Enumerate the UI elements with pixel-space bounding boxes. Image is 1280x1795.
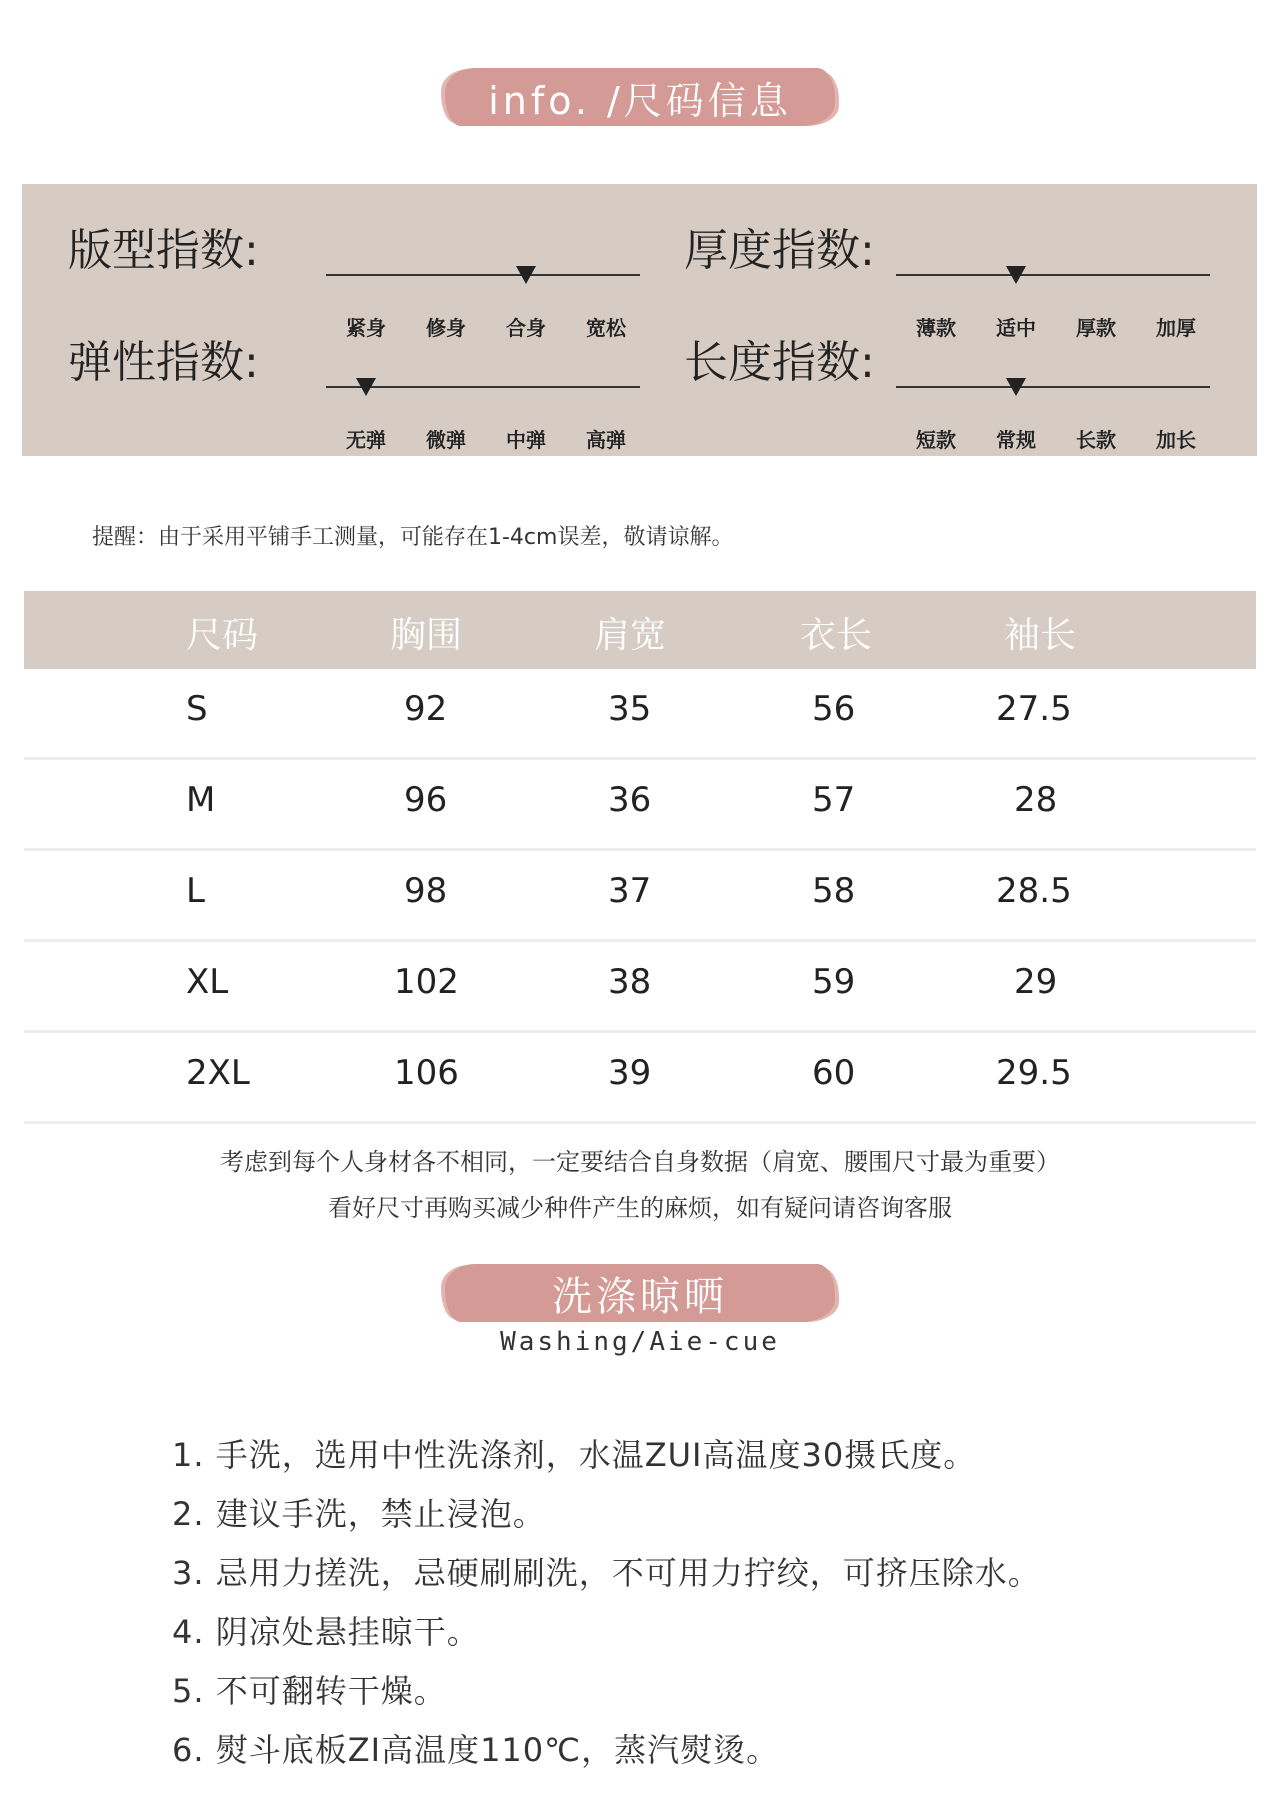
thickness-index: [684, 214, 1244, 340]
table-row: [24, 669, 1256, 760]
index-option: 长款: [1076, 428, 1116, 452]
washing-item: 5. 不可翻转干燥。: [172, 1672, 447, 1710]
cell-length: 58: [812, 871, 856, 911]
cell-length: 56: [812, 689, 856, 729]
info-title-banner: [445, 68, 835, 126]
cell-chest: 96: [404, 780, 448, 820]
index-option: 宽松: [586, 316, 626, 340]
elasticity-index: [68, 326, 628, 452]
cell-sleeve: 27.5: [996, 689, 1072, 729]
washing-item: 4. 阴凉处悬挂晾干。: [172, 1613, 480, 1651]
cell-sleeve: 28.5: [996, 871, 1072, 911]
index-option: 加厚: [1156, 316, 1196, 340]
cell-length: 59: [812, 962, 856, 1002]
index-scale-line: [326, 274, 640, 276]
index-option: 短款: [916, 428, 956, 452]
washing-item: 3. 忌用力搓洗，忌硬刷刷洗，不可用力拧绞，可挤压除水。: [172, 1554, 1041, 1592]
fit-index: [68, 214, 628, 340]
index-label: 弹性指数:: [68, 337, 259, 388]
info-title: info. /尺码信息: [488, 78, 792, 123]
index-option: 薄款: [916, 316, 956, 340]
header-sleeve: 袖长: [1004, 615, 1077, 656]
cell-sleeve: 29.5: [996, 1053, 1072, 1093]
cell-shoulder: 35: [608, 689, 652, 729]
washing-item: 1. 手洗，选用中性洗涤剂，水温ZUI高温度30摄氏度。: [172, 1436, 977, 1474]
cell-size: S: [186, 689, 208, 729]
cell-size: XL: [186, 962, 229, 1002]
cell-size: 2XL: [186, 1053, 250, 1093]
washing-item: 6. 熨斗底板ZI高温度110℃，蒸汽熨烫。: [172, 1731, 780, 1769]
index-option: 中弹: [506, 428, 546, 452]
table-row: [24, 851, 1256, 942]
index-option: 适中: [996, 316, 1036, 340]
index-marker: [516, 266, 536, 284]
cell-shoulder: 38: [608, 962, 652, 1002]
table-header: [24, 591, 1256, 669]
washing-title-banner: [445, 1264, 835, 1322]
index-label: 长度指数:: [684, 337, 875, 388]
cell-chest: 106: [394, 1053, 459, 1093]
cell-chest: 92: [404, 689, 448, 729]
index-scale-line: [896, 386, 1210, 388]
index-option: 厚款: [1076, 316, 1116, 340]
index-option: 常规: [996, 428, 1036, 452]
index-label: 厚度指数:: [684, 225, 875, 276]
index-marker: [1006, 266, 1026, 284]
cell-size: M: [186, 780, 216, 820]
index-option: 合身: [506, 316, 546, 340]
header-chest: 胸围: [390, 615, 463, 656]
index-label: 版型指数:: [68, 225, 259, 276]
index-option: 修身: [426, 316, 466, 340]
header-shoulder: 肩宽: [594, 615, 667, 656]
index-option: 加长: [1156, 428, 1196, 452]
cell-sleeve: 29: [1014, 962, 1058, 1002]
index-option: 紧身: [346, 316, 386, 340]
washing-title: 洗涤晾晒: [552, 1273, 728, 1320]
cell-sleeve: 28: [1014, 780, 1058, 820]
index-option: 微弹: [426, 428, 466, 452]
cell-chest: 102: [394, 962, 459, 1002]
index-scale-line: [896, 274, 1210, 276]
cell-length: 60: [812, 1053, 856, 1093]
size-note: 看好尺寸再购买减少种件产生的麻烦，如有疑问请咨询客服: [328, 1194, 952, 1222]
table-row: [24, 1033, 1256, 1124]
cell-shoulder: 39: [608, 1053, 652, 1093]
size-note: 考虑到每个人身材各不相同，一定要结合自身数据（肩宽、腰围尺寸最为重要）: [220, 1148, 1060, 1176]
size-table: [24, 591, 1256, 1124]
index-marker: [356, 378, 376, 396]
measurement-reminder: 提醒：由于采用平铺手工测量，可能存在1-4cm误差，敬请谅解。: [92, 525, 734, 550]
index-option: 无弹: [346, 428, 386, 452]
table-row: [24, 942, 1256, 1033]
cell-shoulder: 37: [608, 871, 652, 911]
header-size: 尺码: [186, 615, 259, 656]
index-marker: [1006, 378, 1026, 396]
cell-size: L: [186, 871, 205, 911]
index-panel: [22, 184, 1257, 456]
length-index: [684, 326, 1244, 452]
table-row: [24, 760, 1256, 851]
header-length: 衣长: [800, 615, 873, 656]
washing-subtitle: Washing/Aie-cue: [500, 1327, 780, 1357]
washing-item: 2. 建议手洗，禁止浸泡。: [172, 1495, 546, 1533]
cell-shoulder: 36: [608, 780, 652, 820]
index-option: 高弹: [586, 428, 626, 452]
cell-chest: 98: [404, 871, 448, 911]
cell-length: 57: [812, 780, 856, 820]
